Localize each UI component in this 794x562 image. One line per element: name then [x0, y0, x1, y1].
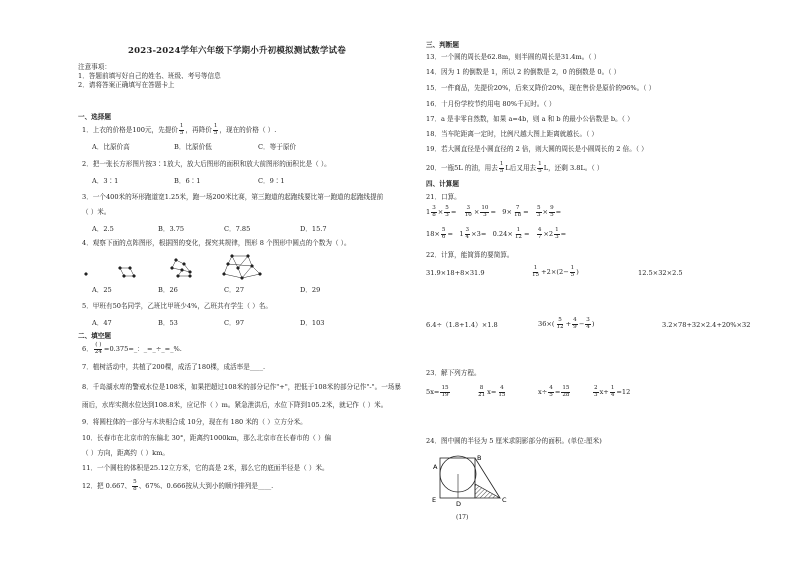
- q1-option-a[interactable]: A．比原价高: [92, 143, 130, 151]
- equation-3: x÷ $\frac{4}{5}$ = $\frac{15}{28}$: [538, 385, 570, 398]
- q4-option-b[interactable]: B．26: [158, 286, 178, 294]
- calc-22-1: 31.9×18+8×31.9: [426, 269, 485, 277]
- q2-option-c[interactable]: C．9∶1: [258, 177, 285, 185]
- q5-option-b[interactable]: B．53: [158, 319, 178, 327]
- question-10-line1: 10．长春市在北京市的东偏北 30°，距离约1000km，那么北京市在长春市的（ ）偏: [82, 434, 332, 442]
- question-14: 14．因为 1 的倒数是 1，所以 2 的倒数是 2，0 的倒数是 0。（ ）: [426, 68, 621, 76]
- notice-heading: 注意事项：: [78, 63, 111, 71]
- notice-item-2: 2．请将答案正确填写在答题卡上: [78, 81, 175, 89]
- equation-1: 5x= $\frac{15}{19}$: [426, 385, 449, 398]
- figure-label-b: B: [477, 454, 482, 462]
- q2-option-b[interactable]: B．6∶1: [174, 177, 201, 185]
- question-20: 20．一瓶5L 的油，用去 $\frac{1}{5}$ L后又用去 $\frac{1}{5}$ L，还剩 3.8L。（ ）: [426, 161, 604, 174]
- fraction: $\frac{5}{8}$: [133, 479, 137, 492]
- question-10-line2: （ ）方向，距离约（ ）km。: [82, 449, 169, 457]
- geometry-figure: [430, 450, 520, 512]
- question-22-label: 22．计算，能简算的要简算。: [426, 251, 514, 259]
- calc-22-3: 12.5×32×2.5: [638, 269, 683, 277]
- question-7: 7．植树活动中，共植了200棵，成活了180棵，成活率是____.: [82, 363, 266, 371]
- question-24-label: 24．图中圆的半径为 5 厘米求阴影部分的面积。(单位:厘米): [426, 437, 602, 445]
- q1-option-b[interactable]: B．比原价低: [174, 143, 212, 151]
- q4-option-c[interactable]: C．27: [224, 286, 245, 294]
- question-13: 13．一个圆的周长是62.8m，则半圆的周长是31.4m。（ ）: [426, 53, 601, 61]
- question-15: 15．一件商品，先提价20%，后来又降价20%，现在售价是原价的96%。（ ）: [426, 84, 656, 92]
- q3-option-a[interactable]: A．2.5: [92, 225, 114, 233]
- calc-22-2: $\frac{1}{15}$ +2×(2− $\frac{1}{5}$ ): [532, 265, 579, 278]
- figure-label-d: D: [456, 500, 462, 508]
- calc-22-6: 3.2×78+32×2.4+20%×32: [662, 321, 751, 329]
- question-9: 9．将圆柱体的一部分与木块相合成 10分，现在有 180 米的（ ）立方分米。: [82, 418, 307, 426]
- q3-option-c[interactable]: C．7.85: [224, 225, 251, 233]
- oral-calc-row-2: 18× $\frac{5}{6}$ = 1 $\frac{3}{4}$ ×3= 0.24× $\frac{1}{12}$ = $\frac{4}{7}$ ×2 $\frac{1}{3}$ =: [426, 227, 567, 240]
- q3-option-d[interactable]: D．15.7: [300, 225, 327, 233]
- figure-label-c: C: [502, 496, 507, 504]
- question-5: 5．甲班有50名同学，乙班比甲班少4%，乙班共有学生（ ）名。: [82, 302, 272, 310]
- figure-caption: (17): [456, 514, 469, 521]
- question-8-line2: 雨后，水库实测水位达到108.8米，应记作（ ）m。紧急泄洪后，水位下降到105.2米，就记作（ ）米。: [82, 401, 388, 409]
- calc-22-4: 6.4÷（1.8+1.4）×1.8: [426, 321, 498, 329]
- fraction: $\frac{1}{5}$: [499, 161, 504, 174]
- page-title: 2023-2024学年六年级下学期小升初模拟测试数学试卷: [128, 46, 346, 56]
- question-1: 1．上衣的价格是100元，先提价 $\frac{1}{5}$ ，再降价 $\frac{1}{5}$ ，现在的价格（ ）.: [82, 123, 277, 136]
- question-3-line1: 3．一个400米的环形跑道宽1.25米，跑一场200米比赛，第三跑道的起跑线要比第一跑道的起跑线提前: [82, 193, 384, 201]
- q4-option-d[interactable]: D．29: [300, 286, 321, 294]
- question-8-line1: 8．千岛湖水库的警戒水位是108米，如果把超过108米的部分记作"+"，把低于108米的部分记作"-"。一场暴: [82, 383, 401, 391]
- question-12: 12．把 0.667、 $\frac{5}{8}$ 、67%、0.666按从大到小的顺序排列是____.: [82, 479, 274, 492]
- equation-4: $\frac{2}{3}$ x+ $\frac{1}{4}$ =12: [594, 385, 631, 398]
- question-4: 4．观察下面的点阵图形，根据图的变化，探究其规律，图形 8 个图形中圆点的个数为（ ）。: [82, 239, 351, 247]
- calc-22-5: 36×( $\frac{5}{12}$ + $\frac{4}{9}$ − $\frac{3}{4}$ ): [538, 317, 595, 330]
- question-23-label: 23．解下列方程。: [426, 369, 481, 377]
- question-21-label: 21．口算。: [426, 193, 461, 201]
- dot-pattern-figure: [82, 254, 292, 282]
- figure-label-e: E: [432, 496, 437, 504]
- question-18: 18．当车陀距离一定时，比例尺越大图上距离就越长。（ ）: [426, 130, 599, 138]
- fraction: $\frac{1}{5}$: [538, 161, 542, 174]
- question-2: 2．把一张长方形图片按3∶1放大，放大后图形的面积和放大前图形的面积比是（ ）。: [82, 160, 331, 168]
- question-3-line2: （ ）米。: [82, 208, 111, 216]
- q3-option-b[interactable]: B．3.75: [158, 225, 185, 233]
- q5-option-c[interactable]: C．97: [224, 319, 245, 327]
- q4-option-a[interactable]: A．25: [92, 286, 112, 294]
- q1-option-c[interactable]: C．等于原价: [258, 143, 297, 151]
- question-19: 19．若大圆直径是小圆直径的 2 倍，则大圆的周长是小圆周长的 2 倍。（ ）: [426, 145, 648, 153]
- equation-2: $\frac{8}{21}$ x= $\frac{4}{15}$: [478, 385, 506, 398]
- section-calc: 四、计算题: [426, 180, 459, 188]
- question-11: 11．一个圆柱的体积是25.12立方米，它的高是 2米，那么它的底面半径是（ ）米。: [82, 464, 329, 472]
- section-choice: 一、选择题: [78, 113, 111, 121]
- question-16: 16．十月份学校节约用电 80%千瓦时。（ ）: [426, 100, 556, 108]
- q5-option-d[interactable]: D．103: [300, 319, 325, 327]
- notice-item-1: 1．答题前填写好自己的姓名、班级、考号等信息: [78, 72, 221, 80]
- oral-calc-row-1: 1 $\frac{3}{8}$ × $\frac{5}{3}$ = $\frac{3}{10}$ × $\frac{10}{3}$ = 9× $\frac{7}{18}$ = $\frac{5}{3}$ × $\frac{9}{5}$ =: [426, 205, 562, 218]
- figure-label-a: A: [433, 463, 438, 471]
- question-17: 17．a 是非零自然数，如果 a=4b，则 a 和 b 的最小公倍数是 b。（ ）: [426, 115, 634, 123]
- fraction: $\frac{( )}{24}$: [94, 342, 102, 355]
- question-6: 6． $\frac{( )}{24}$ =0.375=_：_=_÷_=_%.: [82, 342, 182, 355]
- q2-option-a[interactable]: A．3∶1: [92, 177, 119, 185]
- fraction: $\frac{1}{5}$: [213, 123, 218, 136]
- section-judge: 三、判断题: [426, 41, 459, 49]
- q5-option-a[interactable]: A．47: [92, 319, 112, 327]
- fraction: $\frac{1}{5}$: [179, 123, 184, 136]
- section-fill: 二、填空题: [78, 332, 111, 340]
